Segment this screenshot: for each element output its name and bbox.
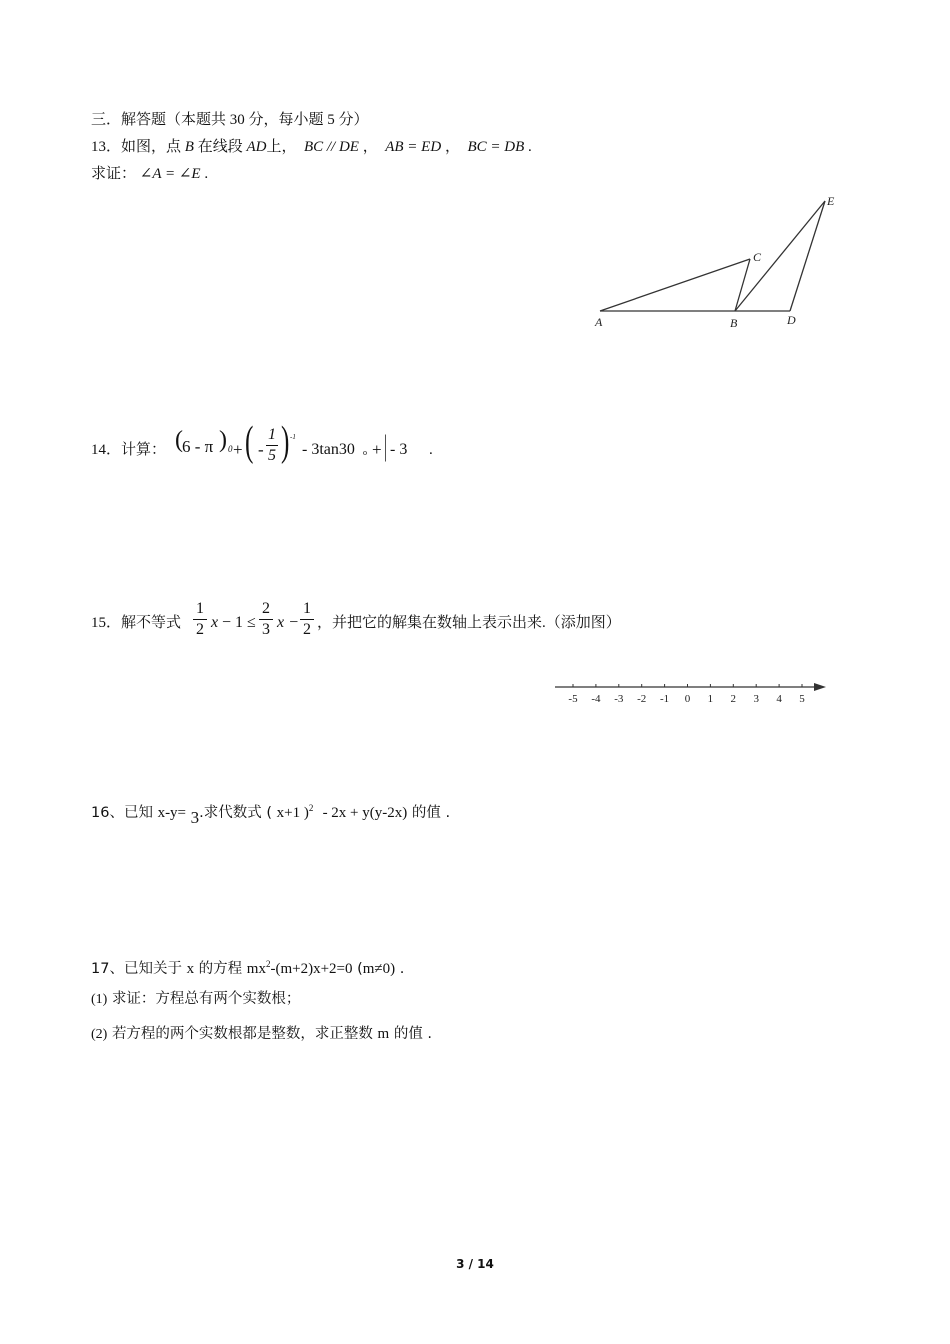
q14-open-paren: ( [175,427,183,453]
section-header: 三．解答题（本题共 30 分，每小题 5 分） [91,112,369,128]
axis-tick-label: 3 [753,693,759,705]
q15-fraction-2: 2 3 [259,600,273,639]
q14-label: 14．计算： [91,442,167,458]
q13-statement: 13．如图，点 B 在线段 AD上， BC // DE ， AB = ED ， BC = DB . [91,139,532,155]
q17-part-2: (2) 若方程的两个实数根都是整数，求正整数 m 的值 . [91,1026,433,1042]
q15-fraction-3: 1 2 [300,600,314,639]
q14-exp1: -1 [290,433,296,441]
axis-tick-label: -5 [568,693,578,705]
axis-tick-label: 1 [707,693,714,705]
number-line [550,675,835,715]
q15-mid: − 1 ≤ [222,614,256,631]
q14-end: . [429,442,433,458]
q15-x1: x [211,614,219,631]
q14-term: - 3tan30 [302,441,355,458]
q13-proof-goal: 求证： ∠A = ∠E . [91,166,209,182]
q14-right-paren: ) [281,419,290,465]
q17-part-1: (1) 求证：方程总有两个实数根； [91,991,301,1007]
axis-tick-label: 4 [776,693,782,705]
q15-fraction-1: 1 2 [193,600,207,639]
q14-fraction: 1 5 [268,426,276,464]
q14-exp0: 0 [228,444,233,454]
q14-degree: o [363,448,367,457]
q14-abs-inner: - 3 [390,441,408,458]
axis-tick-label: -4 [591,693,601,705]
axis-tick-label: -2 [637,693,647,705]
axis-tick-label: 2 [730,693,737,705]
q14-abs-bar: | [384,429,388,462]
q15-tail: ，并把它的解集在数轴上表示出来.（添加图） [317,615,621,631]
label-a: A [595,315,603,329]
q15-x2: x − [277,614,299,631]
q17-statement: 17、已知关于 x 的方程 $mx^2-(m+2)x+2=0$ (m≠0) . [91,959,405,977]
q15-label: 15．解不等式 [91,615,182,631]
label-c: C [753,250,762,264]
q14-left-paren: ( [245,419,254,465]
axis-tick-label: -3 [614,693,624,705]
q16-statement: 16、已知 x-y= 3.求代数式 ( x+1 )$^2$ - 2x + y(y-2x) 的值 . [91,803,451,827]
q14-close-paren: ) [219,427,227,453]
q14-minus: - [258,440,264,459]
axis-tick-label: -1 [660,693,670,705]
axis-tick-label: 5 [799,693,805,705]
page-number: 3 / 14 [456,1257,494,1271]
q14-plus1: + [233,440,243,459]
q14-base: 6 - π [182,437,214,456]
label-d: D [787,313,796,327]
label-b: B [730,316,738,330]
axis-tick-label: 0 [684,693,691,705]
q13-figure [590,190,850,335]
q14-plus2: + [372,440,382,459]
label-e: E [827,194,835,208]
